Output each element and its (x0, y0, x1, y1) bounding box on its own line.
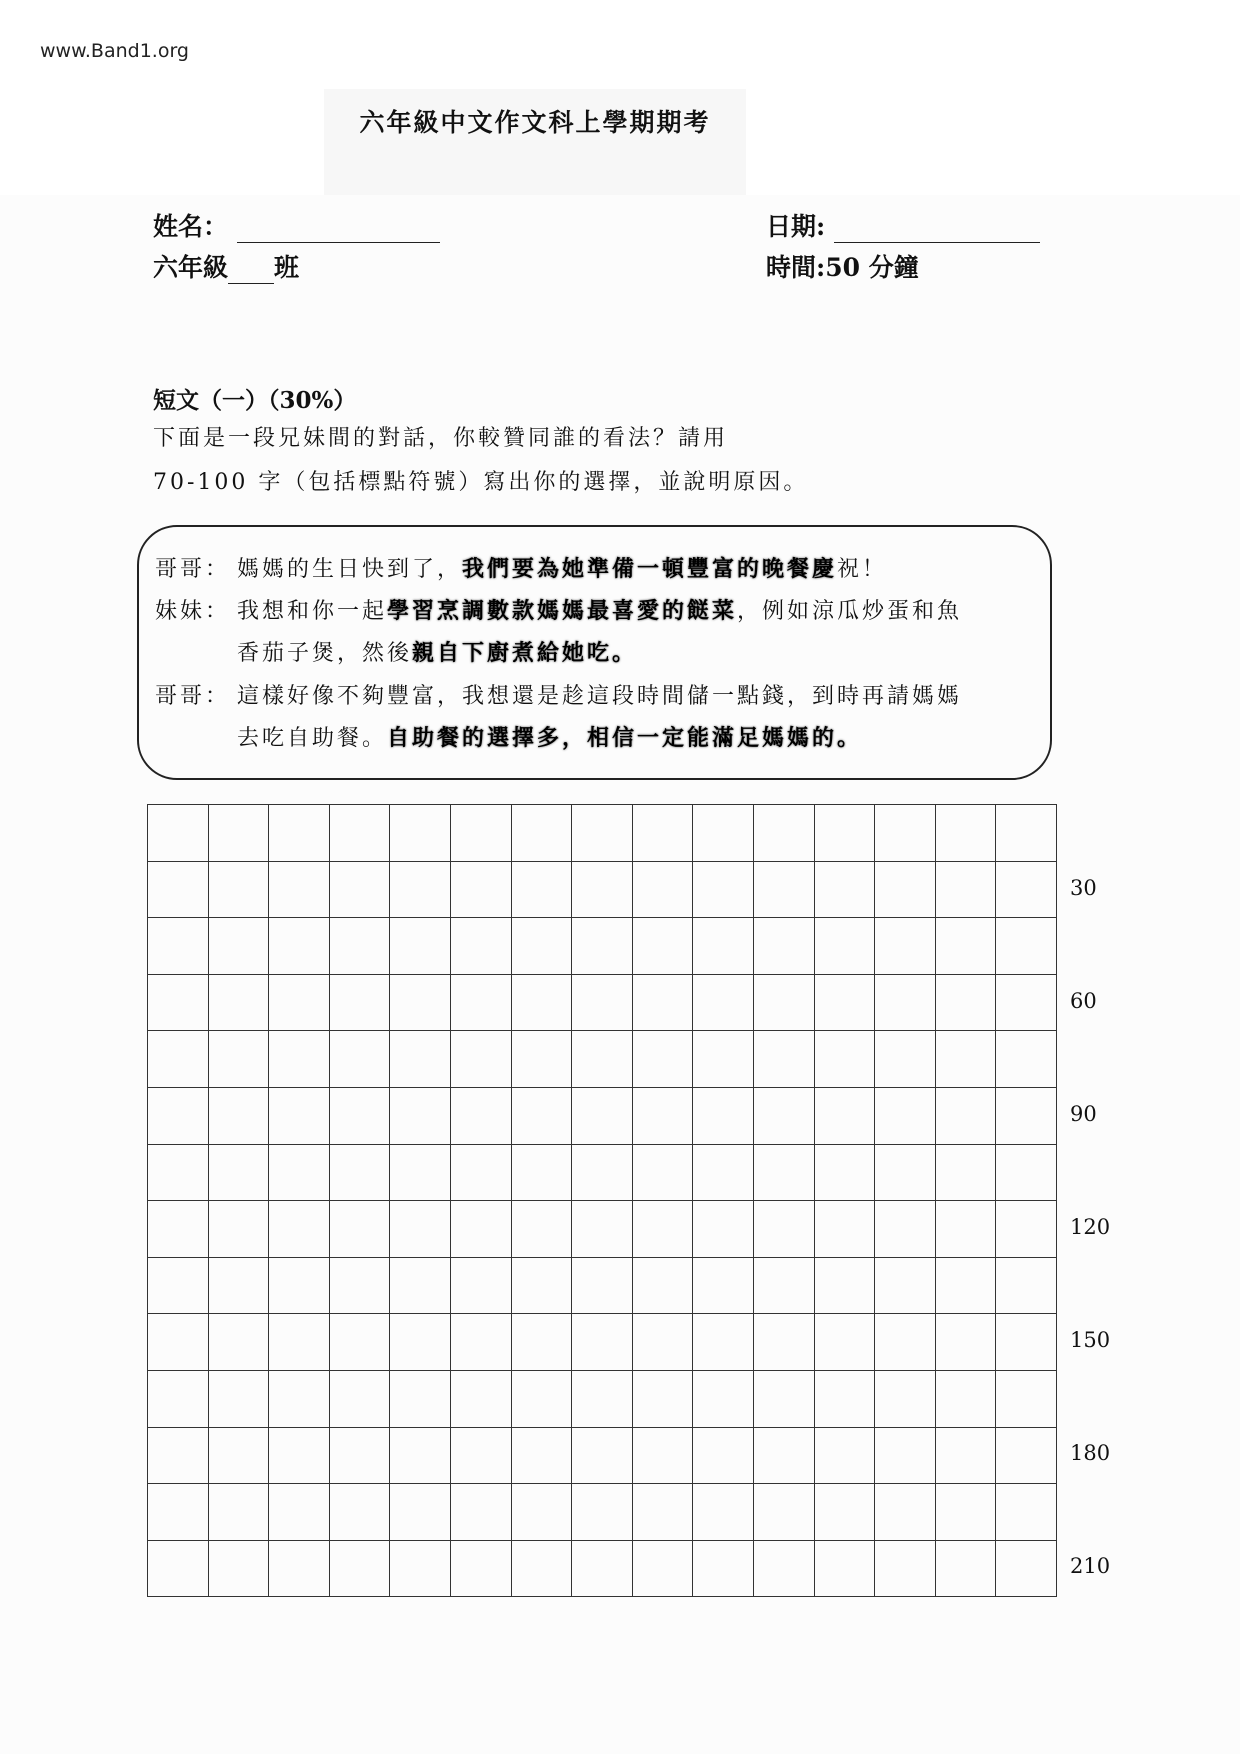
grid-row (148, 1087, 1057, 1144)
grid-cell[interactable] (935, 1370, 996, 1427)
grid-cell[interactable] (996, 1031, 1057, 1088)
grid-cell[interactable] (148, 1257, 209, 1314)
grid-cell[interactable] (875, 1427, 936, 1484)
grid-cell[interactable] (753, 861, 814, 918)
grid-cell[interactable] (148, 918, 209, 975)
grid-cell[interactable] (329, 1144, 390, 1201)
grid-cell[interactable] (572, 1144, 633, 1201)
grid-cell[interactable] (935, 1144, 996, 1201)
grid-cell[interactable] (572, 1540, 633, 1597)
grid-cell[interactable] (814, 805, 875, 862)
grid-cell[interactable] (148, 1314, 209, 1371)
grid-cell[interactable] (329, 974, 390, 1031)
grid-cell[interactable] (996, 974, 1057, 1031)
highlighted-text: 親自下廚煮給她吃。 (412, 640, 638, 666)
grid-cell[interactable] (450, 918, 511, 975)
grid-row (148, 1031, 1057, 1088)
grid-cell[interactable] (814, 918, 875, 975)
grid-cell[interactable] (269, 1540, 330, 1597)
grid-cell[interactable] (632, 974, 693, 1031)
grid-row (148, 918, 1057, 975)
grid-cell[interactable] (935, 1031, 996, 1088)
grid-cell[interactable] (875, 805, 936, 862)
grid-cell[interactable] (814, 1427, 875, 1484)
instruction-line: 下面是一段兄妹間的對話，你較贊同誰的看法？請用 (153, 426, 729, 451)
grid-cell[interactable] (996, 918, 1057, 975)
grid-cell[interactable] (875, 974, 936, 1031)
grid-cell[interactable] (208, 861, 269, 918)
grid-cell[interactable] (572, 974, 633, 1031)
grid-cell[interactable] (269, 861, 330, 918)
grid-cell[interactable] (632, 1427, 693, 1484)
grid-cell[interactable] (996, 861, 1057, 918)
grid-cell[interactable] (875, 1540, 936, 1597)
grid-cell[interactable] (329, 1540, 390, 1597)
grid-cell[interactable] (693, 1144, 754, 1201)
grid-cell[interactable] (450, 1257, 511, 1314)
speaker-label: 妹妹： (155, 599, 231, 624)
grid-cell[interactable] (148, 861, 209, 918)
grid-cell[interactable] (269, 1031, 330, 1088)
character-count-label: 60 (1070, 989, 1097, 1013)
grid-cell[interactable] (148, 1087, 209, 1144)
name-field (153, 207, 440, 243)
grid-cell[interactable] (148, 1484, 209, 1541)
grid-cell[interactable] (208, 1031, 269, 1088)
grid-cell[interactable] (814, 1484, 875, 1541)
highlighted-text: 我們要為她準備一頓豐富的晚餐慶 (462, 556, 838, 582)
grid-cell[interactable] (996, 1144, 1057, 1201)
grid-cell[interactable] (996, 1540, 1057, 1597)
grid-cell[interactable] (208, 1201, 269, 1258)
grid-row (148, 974, 1057, 1031)
instruction-line: 70-100 字（包括標點符號）寫出你的選擇，並說明原因。 (153, 470, 809, 495)
grid-cell[interactable] (148, 805, 209, 862)
character-count-label: 30 (1070, 876, 1097, 900)
grid-cell[interactable] (269, 1427, 330, 1484)
grid-cell[interactable] (269, 1257, 330, 1314)
grid-cell[interactable] (450, 1484, 511, 1541)
grid-cell[interactable] (269, 974, 330, 1031)
grid-cell[interactable] (329, 918, 390, 975)
grid-cell[interactable] (208, 1484, 269, 1541)
grid-row (148, 1427, 1057, 1484)
grid-cell[interactable] (572, 1484, 633, 1541)
grid-cell[interactable] (148, 1540, 209, 1597)
grid-cell[interactable] (329, 1201, 390, 1258)
grid-cell[interactable] (450, 1031, 511, 1088)
class-prefix: 六年級 (153, 253, 229, 282)
dialogue-text: 這樣好像不夠豐富，我想還是趁這段時間儲一點錢，到時再請媽媽 (237, 684, 963, 709)
grid-cell[interactable] (875, 1201, 936, 1258)
grid-cell[interactable] (814, 1144, 875, 1201)
grid-cell[interactable] (450, 974, 511, 1031)
dialogue-line (155, 552, 887, 583)
grid-cell[interactable] (390, 974, 451, 1031)
grid-cell[interactable] (632, 1257, 693, 1314)
dialogue-text: 香茄子煲，然後 (237, 641, 413, 666)
grid-cell[interactable] (632, 1540, 693, 1597)
grid-cell[interactable] (693, 1257, 754, 1314)
grid-cell[interactable] (875, 1144, 936, 1201)
grid-cell[interactable] (753, 1087, 814, 1144)
grid-cell[interactable] (269, 1370, 330, 1427)
grid-cell[interactable] (208, 1370, 269, 1427)
grid-cell[interactable] (390, 1427, 451, 1484)
grid-cell[interactable] (148, 1201, 209, 1258)
grid-cell[interactable] (390, 1257, 451, 1314)
grid-cell[interactable] (148, 974, 209, 1031)
grid-cell[interactable] (572, 1427, 633, 1484)
grid-cell[interactable] (208, 918, 269, 975)
grid-cell[interactable] (511, 805, 572, 862)
name-label: 姓名： (153, 212, 229, 241)
grid-cell[interactable] (693, 1370, 754, 1427)
grid-cell[interactable] (269, 1144, 330, 1201)
grid-cell[interactable] (753, 1314, 814, 1371)
grid-cell[interactable] (935, 974, 996, 1031)
grid-cell[interactable] (511, 974, 572, 1031)
grid-row (148, 1370, 1057, 1427)
highlighted-text: 自助餐的選擇多，相信一定能滿足媽媽的。 (387, 725, 863, 751)
grid-cell[interactable] (390, 1201, 451, 1258)
grid-cell[interactable] (329, 1257, 390, 1314)
dialogue-text: 去吃自助餐。 (237, 726, 388, 751)
grid-cell[interactable] (450, 1370, 511, 1427)
grid-cell[interactable] (996, 1087, 1057, 1144)
grid-row (148, 1257, 1057, 1314)
grid-cell[interactable] (269, 918, 330, 975)
grid-cell[interactable] (269, 1314, 330, 1371)
grid-cell[interactable] (753, 1484, 814, 1541)
class-field (153, 248, 299, 284)
grid-cell[interactable] (935, 1201, 996, 1258)
grid-cell[interactable] (814, 1314, 875, 1371)
grid-cell[interactable] (511, 1540, 572, 1597)
class-blank[interactable] (228, 259, 274, 284)
grid-cell[interactable] (875, 1257, 936, 1314)
grid-cell[interactable] (269, 1201, 330, 1258)
grid-cell[interactable] (511, 1201, 572, 1258)
date-blank[interactable] (834, 216, 1040, 243)
dialogue-text: 我想和你一起 (237, 599, 388, 624)
grid-cell[interactable] (753, 918, 814, 975)
grid-cell[interactable] (148, 1144, 209, 1201)
grid-cell[interactable] (693, 861, 754, 918)
grid-cell[interactable] (814, 1031, 875, 1088)
character-count-label: 90 (1070, 1102, 1097, 1126)
grid-cell[interactable] (753, 1427, 814, 1484)
grid-cell[interactable] (208, 1087, 269, 1144)
grid-cell[interactable] (148, 1370, 209, 1427)
grid-cell[interactable] (875, 918, 936, 975)
grid-cell[interactable] (450, 861, 511, 918)
grid-cell[interactable] (511, 1257, 572, 1314)
date-field (766, 207, 1040, 243)
grid-cell[interactable] (511, 1144, 572, 1201)
grid-cell[interactable] (693, 805, 754, 862)
grid-cell[interactable] (450, 1201, 511, 1258)
grid-cell[interactable] (996, 1201, 1057, 1258)
grid-cell[interactable] (935, 1484, 996, 1541)
grid-cell[interactable] (632, 1370, 693, 1427)
grid-cell[interactable] (269, 1087, 330, 1144)
grid-cell[interactable] (753, 1257, 814, 1314)
grid-cell[interactable] (753, 1201, 814, 1258)
grid-cell[interactable] (693, 974, 754, 1031)
grid-cell[interactable] (632, 918, 693, 975)
name-blank[interactable] (237, 216, 440, 243)
grid-cell[interactable] (935, 1087, 996, 1144)
grid-cell[interactable] (996, 1370, 1057, 1427)
grid-row (148, 861, 1057, 918)
dialogue-line (155, 636, 637, 667)
grid-cell[interactable] (572, 1314, 633, 1371)
grid-cell[interactable] (390, 1540, 451, 1597)
grid-cell[interactable] (693, 1087, 754, 1144)
dialogue-text: 媽媽的生日快到了， (237, 557, 463, 582)
grid-cell[interactable] (511, 1314, 572, 1371)
grid-cell[interactable] (875, 1031, 936, 1088)
watermark-url: www.Band1.org (40, 40, 189, 62)
grid-cell[interactable] (450, 1087, 511, 1144)
grid-cell[interactable] (632, 861, 693, 918)
character-count-label: 210 (1070, 1554, 1111, 1578)
speaker-label: 哥哥： (155, 684, 231, 709)
grid-cell[interactable] (693, 1427, 754, 1484)
dialogue-line (155, 721, 862, 752)
grid-cell[interactable] (329, 1087, 390, 1144)
dialogue-line (155, 679, 962, 710)
grid-cell[interactable] (208, 805, 269, 862)
grid-cell[interactable] (935, 1540, 996, 1597)
grid-cell[interactable] (693, 1540, 754, 1597)
grid-cell[interactable] (208, 1314, 269, 1371)
grid-cell[interactable] (148, 1427, 209, 1484)
grid-cell[interactable] (208, 1144, 269, 1201)
grid-cell[interactable] (632, 805, 693, 862)
grid-cell[interactable] (935, 1427, 996, 1484)
grid-cell[interactable] (753, 1370, 814, 1427)
grid-cell[interactable] (329, 861, 390, 918)
grid-cell[interactable] (390, 1144, 451, 1201)
grid-cell[interactable] (814, 1540, 875, 1597)
grid-cell[interactable] (814, 1201, 875, 1258)
grid-cell[interactable] (875, 1370, 936, 1427)
grid-cell[interactable] (935, 918, 996, 975)
grid-cell[interactable] (875, 1314, 936, 1371)
grid-cell[interactable] (632, 1314, 693, 1371)
grid-cell[interactable] (572, 805, 633, 862)
grid-cell[interactable] (753, 1031, 814, 1088)
grid-cell[interactable] (390, 1370, 451, 1427)
grid-cell[interactable] (208, 974, 269, 1031)
grid-cell[interactable] (511, 1427, 572, 1484)
grid-row (148, 1201, 1057, 1258)
grid-cell[interactable] (814, 1257, 875, 1314)
grid-cell[interactable] (814, 1370, 875, 1427)
grid-cell[interactable] (693, 918, 754, 975)
writing-grid[interactable] (147, 804, 1057, 1597)
grid-cell[interactable] (935, 805, 996, 862)
grid-cell[interactable] (329, 1370, 390, 1427)
grid-cell[interactable] (632, 1201, 693, 1258)
grid-cell[interactable] (753, 1144, 814, 1201)
character-count-label: 150 (1070, 1328, 1111, 1352)
dialogue-line (155, 594, 962, 625)
grid-row (148, 1484, 1057, 1541)
grid-cell[interactable] (511, 861, 572, 918)
grid-cell[interactable] (996, 1257, 1057, 1314)
grid-cell[interactable] (511, 918, 572, 975)
grid-cell[interactable] (996, 1484, 1057, 1541)
grid-cell[interactable] (935, 861, 996, 918)
speaker-label: 哥哥： (155, 557, 231, 582)
grid-cell[interactable] (390, 1031, 451, 1088)
grid-cell[interactable] (572, 1201, 633, 1258)
grid-cell[interactable] (329, 1427, 390, 1484)
grid-cell[interactable] (572, 1257, 633, 1314)
grid-row (148, 1314, 1057, 1371)
character-count-label: 180 (1070, 1441, 1111, 1465)
grid-cell[interactable] (390, 918, 451, 975)
grid-cell[interactable] (329, 1484, 390, 1541)
grid-cell[interactable] (208, 1427, 269, 1484)
grid-cell[interactable] (996, 805, 1057, 862)
grid-cell[interactable] (693, 1031, 754, 1088)
grid-cell[interactable] (693, 1201, 754, 1258)
grid-cell[interactable] (996, 1314, 1057, 1371)
grid-row (148, 1144, 1057, 1201)
dialogue-text: 祝！ (837, 557, 888, 582)
grid-cell[interactable] (572, 1087, 633, 1144)
grid-cell[interactable] (693, 1314, 754, 1371)
class-suffix: 班 (274, 253, 300, 282)
grid-cell[interactable] (935, 1314, 996, 1371)
grid-cell[interactable] (450, 1540, 511, 1597)
highlighted-text: 學習烹調數款媽媽最喜愛的餸菜 (387, 598, 738, 624)
grid-cell[interactable] (753, 805, 814, 862)
grid-cell[interactable] (511, 1087, 572, 1144)
grid-cell[interactable] (511, 1370, 572, 1427)
grid-cell[interactable] (875, 1087, 936, 1144)
grid-cell[interactable] (511, 1031, 572, 1088)
grid-cell[interactable] (208, 1540, 269, 1597)
grid-cell[interactable] (329, 1031, 390, 1088)
grid-cell[interactable] (511, 1484, 572, 1541)
grid-cell[interactable] (814, 1087, 875, 1144)
grid-cell[interactable] (632, 1484, 693, 1541)
date-label: 日期: (766, 212, 826, 241)
grid-cell[interactable] (693, 1484, 754, 1541)
grid-cell[interactable] (632, 1087, 693, 1144)
grid-cell[interactable] (814, 974, 875, 1031)
grid-cell[interactable] (390, 861, 451, 918)
section-heading: 短文（一）（30%） (153, 387, 357, 414)
grid-cell[interactable] (814, 861, 875, 918)
grid-cell[interactable] (572, 1370, 633, 1427)
grid-cell[interactable] (632, 1031, 693, 1088)
grid-cell[interactable] (269, 1484, 330, 1541)
time-limit: 時間:50 分鐘 (766, 253, 919, 282)
grid-cell[interactable] (208, 1257, 269, 1314)
exam-title: 六年級中文作文科上學期期考 (359, 108, 711, 137)
grid-row (148, 1540, 1057, 1597)
grid-cell[interactable] (572, 861, 633, 918)
dialogue-text: ，例如涼瓜炒蛋和魚 (737, 599, 963, 624)
grid-cell[interactable] (329, 805, 390, 862)
grid-cell[interactable] (450, 1427, 511, 1484)
grid-cell[interactable] (875, 1484, 936, 1541)
grid-cell[interactable] (148, 1031, 209, 1088)
grid-cell[interactable] (632, 1144, 693, 1201)
grid-cell[interactable] (390, 1484, 451, 1541)
grid-cell[interactable] (450, 1144, 511, 1201)
grid-cell[interactable] (753, 1540, 814, 1597)
grid-cell[interactable] (935, 1257, 996, 1314)
grid-cell[interactable] (572, 918, 633, 975)
grid-cell[interactable] (390, 805, 451, 862)
character-count-label: 120 (1070, 1215, 1111, 1239)
grid-cell[interactable] (572, 1031, 633, 1088)
grid-cell[interactable] (390, 1087, 451, 1144)
grid-cell[interactable] (753, 974, 814, 1031)
grid-cell[interactable] (875, 861, 936, 918)
grid-row (148, 805, 1057, 862)
grid-cell[interactable] (996, 1427, 1057, 1484)
grid-cell[interactable] (329, 1314, 390, 1371)
grid-cell[interactable] (390, 1314, 451, 1371)
grid-cell[interactable] (269, 805, 330, 862)
grid-cell[interactable] (450, 1314, 511, 1371)
grid-cell[interactable] (450, 805, 511, 862)
